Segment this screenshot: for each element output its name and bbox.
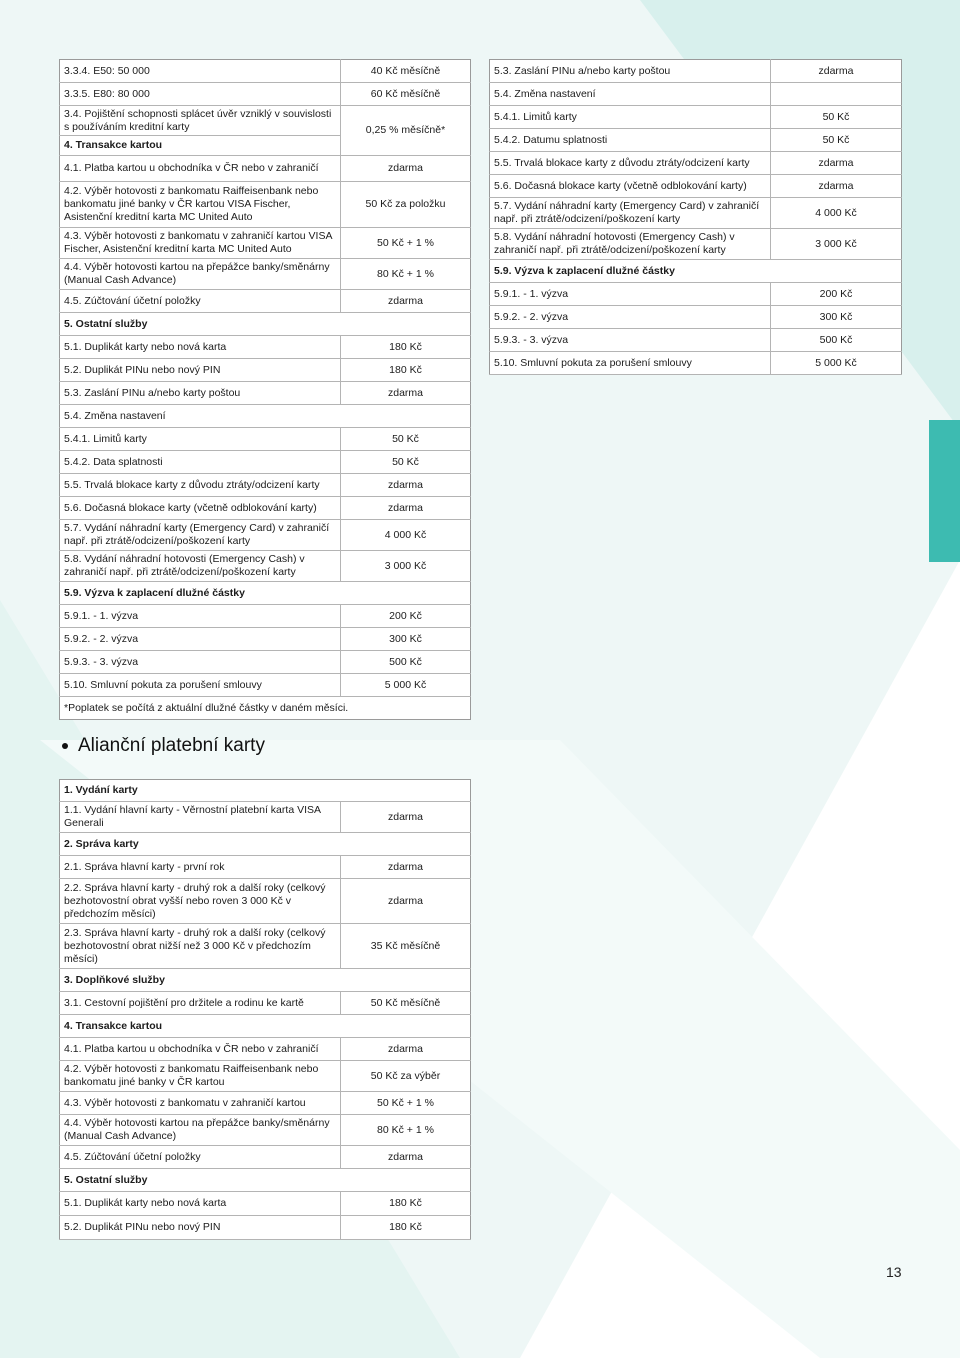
table-row-label: 5.5. Trvalá blokace karty z důvodu ztráty/odcizení karty: [490, 152, 771, 175]
table-row-label: 4.5. Zúčtování účetní položky: [60, 1146, 341, 1169]
table-row-label: 4.3. Výběr hotovosti z bankomatu v zahraničí kartou VISA Fischer, Asistenční kreditní karta MC United Auto: [60, 228, 341, 259]
table-row-label: 4.1. Platba kartou u obchodníka v ČR nebo v zahraničí: [60, 156, 341, 182]
table-section-label: 4. Transakce kartou: [60, 1015, 471, 1038]
table-row-label: 5.5. Trvalá blokace karty z důvodu ztráty/odcizení karty: [60, 474, 341, 497]
table-section-label: 4. Transakce kartou: [60, 136, 341, 156]
table-row-value: 40 Kč měsíčně: [341, 60, 471, 83]
table-row-label: 4.2. Výběr hotovosti z bankomatu Raiffeisenbank nebo bankomatu jiné banky v ČR kartou: [60, 1061, 341, 1092]
table-row-label: 5.9.2. - 2. výzva: [490, 306, 771, 329]
table-row-label: 5.3. Zaslání PINu a/nebo karty poštou: [490, 60, 771, 83]
table-row-value: 500 Kč: [771, 329, 902, 352]
table-row-label: 5.9.1. - 1. výzva: [60, 605, 341, 628]
page-number: 13: [886, 1264, 902, 1280]
table-row-value: 50 Kč: [771, 106, 902, 129]
table-row-label: 5.9.3. - 3. výzva: [60, 651, 341, 674]
table-row-value: zdarma: [341, 474, 471, 497]
table-row-label: 2.2. Správa hlavní karty - druhý rok a další roky (celkový bezhotovostní obrat vyšší nebo roven 3 000 Kč v předchozím měsíci): [60, 879, 341, 924]
table-footnote: *Poplatek se počítá z aktuální dlužné částky v daném měsíci.: [64, 701, 349, 714]
table-row-label: 5.4.1. Limitů karty: [60, 428, 341, 451]
table-row-label: 5.9.1. - 1. výzva: [490, 283, 771, 306]
table-row-value: 50 Kč za výběr: [341, 1061, 471, 1092]
table-row-label: 5.8. Vydání náhradní hotovosti (Emergency Cash) v zahraničí např. při ztrátě/odcizení/poškození karty: [60, 551, 341, 582]
fees-table-left: [59, 59, 471, 720]
table-section-label: 5. Ostatní služby: [60, 1169, 471, 1192]
table-row-label: 3.1. Cestovní pojištění pro držitele a rodinu ke kartě: [60, 992, 341, 1015]
table-section-label: 5.9. Výzva k zaplacení dlužné částky: [490, 260, 902, 283]
table-row-label: 5.2. Duplikát PINu nebo nový PIN: [60, 1216, 341, 1240]
table-row-value: 180 Kč: [341, 336, 471, 359]
table-row-label: 5.4.2. Datumu splatnosti: [490, 129, 771, 152]
table-row-value: zdarma: [341, 802, 471, 833]
table-row-value: 300 Kč: [341, 628, 471, 651]
section-heading: [62, 735, 265, 757]
table-section-label: 1. Vydání karty: [60, 780, 471, 802]
table-row-value: 50 Kč měsíčně: [341, 992, 471, 1015]
table-row-value: 200 Kč: [771, 283, 902, 306]
table-section-label: 3. Doplňkové služby: [60, 969, 471, 992]
table-row-label: 5.9.3. - 3. výzva: [490, 329, 771, 352]
table-row-value: zdarma: [341, 856, 471, 879]
table-row-value: 180 Kč: [341, 359, 471, 382]
table-row-label: 5.7. Vydání náhradní karty (Emergency Card) v zahraničí např. při ztrátě/odcizení/poškození karty: [490, 198, 771, 229]
table-row-label: 5.6. Dočasná blokace karty (včetně odblokování karty): [60, 497, 341, 520]
table-row-label: 4.3. Výběr hotovosti z bankomatu v zahraničí kartou: [60, 1092, 341, 1115]
table-row-value: 35 Kč měsíčně: [341, 924, 471, 969]
table-section-label: 2. Správa karty: [60, 833, 471, 856]
table-row-value: zdarma: [341, 879, 471, 924]
table-row-label: 5.2. Duplikát PINu nebo nový PIN: [60, 359, 341, 382]
table-row-value: 5 000 Kč: [341, 674, 471, 697]
table-row-value: 50 Kč + 1 %: [341, 228, 471, 259]
table-row-value: 180 Kč: [341, 1192, 471, 1216]
table-row-value: zdarma: [771, 60, 902, 83]
table-row-value: 5 000 Kč: [771, 352, 902, 375]
table-row-label: 4.4. Výběr hotovosti kartou na přepážce banky/směnárny (Manual Cash Advance): [60, 1115, 341, 1146]
table-row-value: 4 000 Kč: [341, 520, 471, 551]
table-row-value: 500 Kč: [341, 651, 471, 674]
table-row-label: 5.4.1. Limitů karty: [490, 106, 771, 129]
fees-table-right: [489, 59, 902, 375]
table-row-label: 3.3.5. E80: 80 000: [60, 83, 341, 106]
table-row-label: 5.1. Duplikát karty nebo nová karta: [60, 336, 341, 359]
table-row-value: zdarma: [341, 1038, 471, 1061]
table-row-label: 4.1. Platba kartou u obchodníka v ČR nebo v zahraničí: [60, 1038, 341, 1061]
table-row-value: 180 Kč: [341, 1216, 471, 1240]
section-heading-text: Alianční platební karty: [78, 735, 265, 756]
side-tab-marker: [929, 420, 960, 562]
table-row-value: 50 Kč + 1 %: [341, 1092, 471, 1115]
table-row-value: 50 Kč: [341, 451, 471, 474]
table-row-label: 5.10. Smluvní pokuta za porušení smlouvy: [60, 674, 341, 697]
table-row-label: 5.1. Duplikát karty nebo nová karta: [60, 1192, 341, 1216]
table-row-value: zdarma: [341, 290, 471, 313]
table-row-label: 3.4. Pojištění schopnosti splácet úvěr vzniklý v souvislosti s používáním kreditní karty: [60, 106, 341, 136]
table-row-value: zdarma: [341, 382, 471, 405]
table-row-value: 3 000 Kč: [771, 229, 902, 260]
table-row-value: zdarma: [771, 152, 902, 175]
table-row-label: 5.4.2. Data splatnosti: [60, 451, 341, 474]
table-row-value: 60 Kč měsíčně: [341, 83, 471, 106]
table-row-value: [771, 83, 902, 106]
table-row-label: 5.4. Změna nastavení: [490, 83, 771, 106]
table-row-label: 2.1. Správa hlavní karty - první rok: [60, 856, 341, 879]
table-row-label: 5.7. Vydání náhradní karty (Emergency Card) v zahraničí např. při ztrátě/odcizení/poškození karty: [60, 520, 341, 551]
table-row-value: 50 Kč: [341, 428, 471, 451]
table-row-value: 300 Kč: [771, 306, 902, 329]
table-row-value: zdarma: [771, 175, 902, 198]
table-row-value: 200 Kč: [341, 605, 471, 628]
table-row-value: 80 Kč + 1 %: [341, 1115, 471, 1146]
bullet-icon: [62, 743, 68, 749]
table-row-value: zdarma: [341, 497, 471, 520]
table-section-label: 5. Ostatní služby: [60, 313, 471, 336]
table-row-value: zdarma: [341, 156, 471, 182]
table-row-label: 4.4. Výběr hotovosti kartou na přepážce banky/směnárny (Manual Cash Advance): [60, 259, 341, 290]
table-row-label: 5.8. Vydání náhradní hotovosti (Emergency Cash) v zahraničí např. při ztrátě/odcizení/poškození karty: [490, 229, 771, 260]
table-row-label: 1.1. Vydání hlavní karty - Věrnostní platební karta VISA Generali: [60, 802, 341, 833]
table-row-value: 0,25 % měsíčně*: [341, 106, 471, 156]
table-row-value: 4 000 Kč: [771, 198, 902, 229]
table-row-value: 50 Kč: [771, 129, 902, 152]
table-row-value: 3 000 Kč: [341, 551, 471, 582]
table-row-value: 80 Kč + 1 %: [341, 259, 471, 290]
table-row-label: 4.2. Výběr hotovosti z bankomatu Raiffeisenbank nebo bankomatu jiné banky v ČR kartou VISA Fischer, Asistenční kreditní karta MC United Auto: [60, 182, 341, 228]
table-row-label: 5.3. Zaslání PINu a/nebo karty poštou: [60, 382, 341, 405]
table-row-label: 2.3. Správa hlavní karty - druhý rok a další roky (celkový bezhotovostní obrat nižší než 3 000 Kč v předchozím měsíci): [60, 924, 341, 969]
table-row-label: 5.9.2. - 2. výzva: [60, 628, 341, 651]
table-row-label: 3.3.4. E50: 50 000: [60, 60, 341, 83]
table-row-value: zdarma: [341, 1146, 471, 1169]
table-row-label: 5.10. Smluvní pokuta za porušení smlouvy: [490, 352, 771, 375]
table-section-label: 5.9. Výzva k zaplacení dlužné částky: [60, 582, 471, 605]
table-row-label: 4.5. Zúčtování účetní položky: [60, 290, 341, 313]
table-row-label: 5.6. Dočasná blokace karty (včetně odblokování karty): [490, 175, 771, 198]
table-row-value: 50 Kč za položku: [341, 182, 471, 228]
table-row-label: 5.4. Změna nastavení: [60, 405, 471, 428]
alliance-cards-table: [59, 779, 471, 1240]
